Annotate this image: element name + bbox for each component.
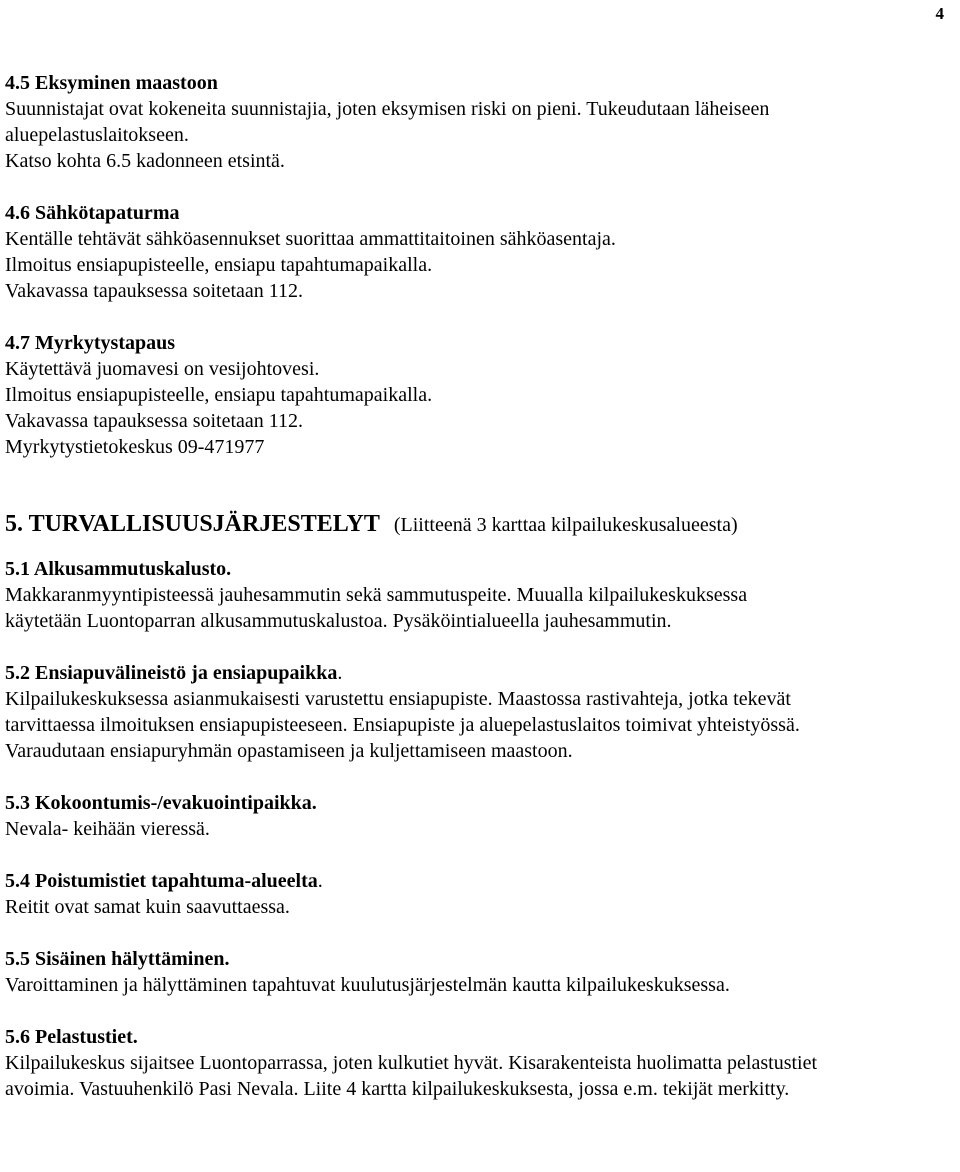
section-4-6 [5,200,955,304]
body-line: Varaudutaan ensiapuryhmän opastamiseen ja kuljettamiseen maastoon. [5,740,573,762]
body-line: Reitit ovat samat kuin saavuttaessa. [5,896,290,918]
section-4-5 [5,70,955,174]
body-line: aluepelastuslaitokseen. [5,124,189,146]
page-number: 4 [935,4,944,23]
body-line: Vakavassa tapauksessa soitetaan 112. [5,410,304,432]
section-heading: 5.6 Pelastustiet. [5,1026,138,1048]
section-5-2 [5,660,955,764]
body-line: Myrkytystietokeskus 09-471977 [5,436,265,458]
body-line: Vakavassa tapauksessa soitetaan 112. [5,280,304,302]
body-line: Käytettävä juomavesi on vesijohtovesi. [5,358,320,380]
body-line: Ilmoitus ensiapupisteelle, ensiapu tapahtumapaikalla. [5,254,433,276]
major-heading-note: (Liitteenä 3 karttaa kilpailukeskusalueesta) [393,514,738,536]
section-heading: 4.6 Sähkötapaturma [5,202,180,224]
section-5-4 [5,868,955,920]
body-line: Makkaranmyyntipisteessä jauhesammutin sekä sammutuspeite. Muualla kilpailukeskuksessa [5,584,748,606]
section-heading: 5.4 Poistumistiet tapahtuma-alueelta [5,870,318,892]
body-line: Varoittaminen ja hälyttäminen tapahtuvat kuulutusjärjestelmän kautta kilpailukeskuksessa. [5,974,730,996]
section-heading: 5.3 Kokoontumis-/evakuointipaikka. [5,792,317,814]
section-5-5 [5,946,955,998]
section-heading: 5.2 Ensiapuvälineistö ja ensiapupaikka [5,662,338,684]
section-heading: 5.5 Sisäinen hälyttäminen. [5,948,230,970]
body-line: Katso kohta 6.5 kadonneen etsintä. [5,150,285,172]
body-line: Kilpailukeskus sijaitsee Luontoparrassa, joten kulkutiet hyvät. Kisarakenteista huolimatta pelastustiet [5,1052,818,1074]
major-heading: 5. TURVALLISUUSJÄRJESTELYT [5,511,380,537]
section-heading: 5.1 Alkusammutuskalusto. [5,558,232,580]
section-heading-line [5,868,955,894]
body-line: Kentälle tehtävät sähköasennukset suorittaa ammattitaitoinen sähköasentaja. [5,228,616,250]
heading-suffix: . [317,870,323,892]
section-heading-line [5,660,955,686]
section-5-6 [5,1024,955,1102]
document-body [5,70,955,1128]
body-line: Nevala- keihään vieressä. [5,818,210,840]
body-line: käytetään Luontoparran alkusammutuskalustoa. Pysäköintialueella jauhesammutin. [5,610,672,632]
body-line: avoimia. Vastuuhenkilö Pasi Nevala. Liite 4 kartta kilpailukeskuksesta, jossa e.m. tekijät merkitty. [5,1078,790,1100]
section-5-1 [5,556,955,634]
body-line: Ilmoitus ensiapupisteelle, ensiapu tapahtumapaikalla. [5,384,433,406]
section-heading: 4.5 Eksyminen maastoon [5,72,218,94]
body-line: Suunnistajat ovat kokeneita suunnistajia, joten eksymisen riski on pieni. Tukeudutaan läheiseen [5,98,770,120]
section-4-7 [5,330,955,460]
section-heading: 4.7 Myrkytystapaus [5,332,176,354]
body-line: Kilpailukeskuksessa asianmukaisesti varustettu ensiapupiste. Maastossa rastivahteja, jotka tekevät [5,688,791,710]
body-line: tarvittaessa ilmoituksen ensiapupisteeseen. Ensiapupiste ja aluepelastuslaitos toimivat yhteistyössä. [5,714,800,736]
heading-suffix: . [337,662,343,684]
section-5-3 [5,790,955,842]
major-section-5 [5,510,955,538]
